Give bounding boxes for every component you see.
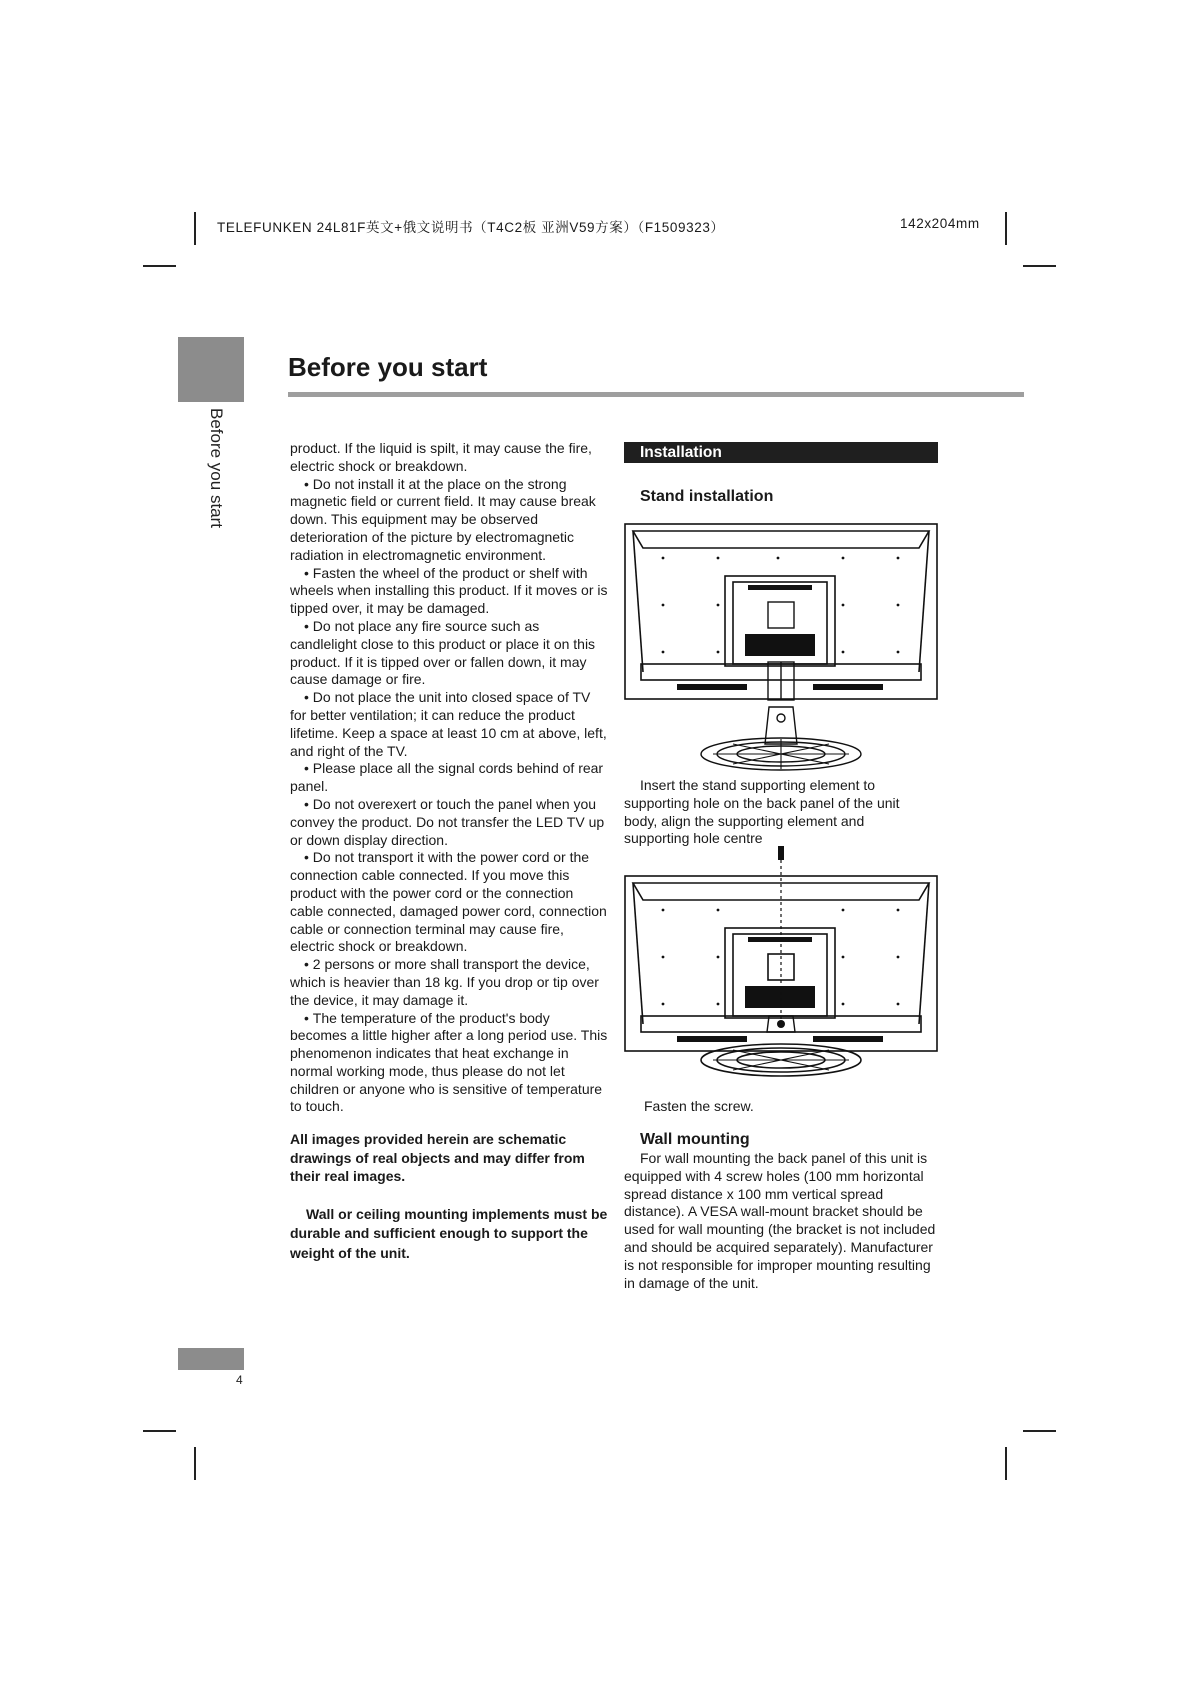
bullet-item: • Fasten the wheel of the product or shelf with wheels when installing this product. If it moves or is tipped over, it may be damaged. <box>290 565 608 618</box>
installation-section-bar: Installation <box>624 442 938 463</box>
wall-mounting-text <box>624 1150 942 1292</box>
page-number: 4 <box>236 1373 243 1387</box>
bullet-item: • Please place all the signal cords behind of rear panel. <box>290 760 608 796</box>
crop-mark-bottom-right-h <box>1023 1430 1056 1432</box>
stand-caption-2: Fasten the screw. <box>644 1098 754 1114</box>
schematic-note: All images provided herein are schematic drawings of real objects and may differ from their real images. <box>290 1131 585 1185</box>
wall-mounting-paragraph: For wall mounting the back panel of this unit is equipped with 4 screw holes (100 mm horizontal spread distance x 100 mm vertical spread distance). A VESA wall-mount bracket should be used for wall mounting (the bracket is not included and should be acquired separately). Manufacturer is not responsible for improper mounting resulting in damage of the unit. <box>624 1150 936 1291</box>
doc-code-header: TELEFUNKEN 24L81F英文+俄文说明书（T4C2板 亚洲V59方案）（F1509323） <box>217 220 725 235</box>
bullet-item: • The temperature of the product's body becomes a little higher after a long period use. This phenomenon indicates that heat exchange in normal working mode, thus please do not let children or anyone who is sensitive of temperature to touch. <box>290 1010 608 1117</box>
page-size-header: 142x204mm <box>900 216 980 231</box>
bullet-item: • Do not overexert or touch the panel when you convey the product. Do not transfer the LED TV up or down display direction. <box>290 796 608 849</box>
safety-text-column <box>290 440 608 1263</box>
title-rule <box>288 392 1024 397</box>
crop-mark-top-left-h <box>143 265 176 267</box>
stand-caption-1 <box>624 777 924 848</box>
intro-paragraph: product. If the liquid is spilt, it may cause the fire, electric shock or breakdown. <box>290 440 592 474</box>
wall-mounting-heading: Wall mounting <box>640 1131 750 1148</box>
crop-mark-top-left-v <box>194 212 196 245</box>
stand-insert-illustration <box>623 522 939 772</box>
chapter-tab-block <box>178 337 244 402</box>
mounting-note: Wall or ceiling mounting implements must be durable and sufficient enough to support the weight of the unit. <box>290 1205 608 1261</box>
chapter-tab-label: Before you start <box>207 408 226 529</box>
crop-mark-bottom-left-h <box>143 1430 176 1432</box>
crop-mark-bottom-right-v <box>1005 1447 1007 1480</box>
bullet-item: • Do not install it at the place on the strong magnetic field or current field. It may cause break down. This equipment may be observed deterioration of the picture by electromagnetic radiation in electromagnetic environment. <box>290 476 608 565</box>
crop-mark-top-right-v <box>1005 212 1007 245</box>
stand-fasten-illustration <box>623 846 939 1078</box>
stand-installation-heading: Stand installation <box>640 488 774 505</box>
bullet-item: • Do not transport it with the power cord or the connection cable connected. If you move this product with the power cord or the connection cable connected, damaged power cord, connection cable or connection terminal may cause fire, electric shock or breakdown. <box>290 849 608 956</box>
bullet-item: • 2 persons or more shall transport the device, which is heavier than 18 kg. If you drop or tip over the device, it may damage it. <box>290 956 608 1009</box>
page-number-tab <box>178 1348 244 1370</box>
crop-mark-bottom-left-v <box>194 1447 196 1480</box>
page-title: Before you start <box>288 352 488 382</box>
crop-mark-top-right-h <box>1023 265 1056 267</box>
stand-caption-1-text: Insert the stand supporting element to supporting hole on the back panel of the unit body, align the supporting element and supporting hole centre <box>624 777 900 847</box>
bullet-item: • Do not place any fire source such as candlelight close to this product or place it on this product. If it is tipped over or fallen down, it may cause damage or fire. <box>290 618 608 689</box>
bullet-item: • Do not place the unit into closed space of TV for better ventilation; it can reduce the product lifetime. Keep a space at least 10 cm at above, left, and right of the TV. <box>290 689 608 760</box>
